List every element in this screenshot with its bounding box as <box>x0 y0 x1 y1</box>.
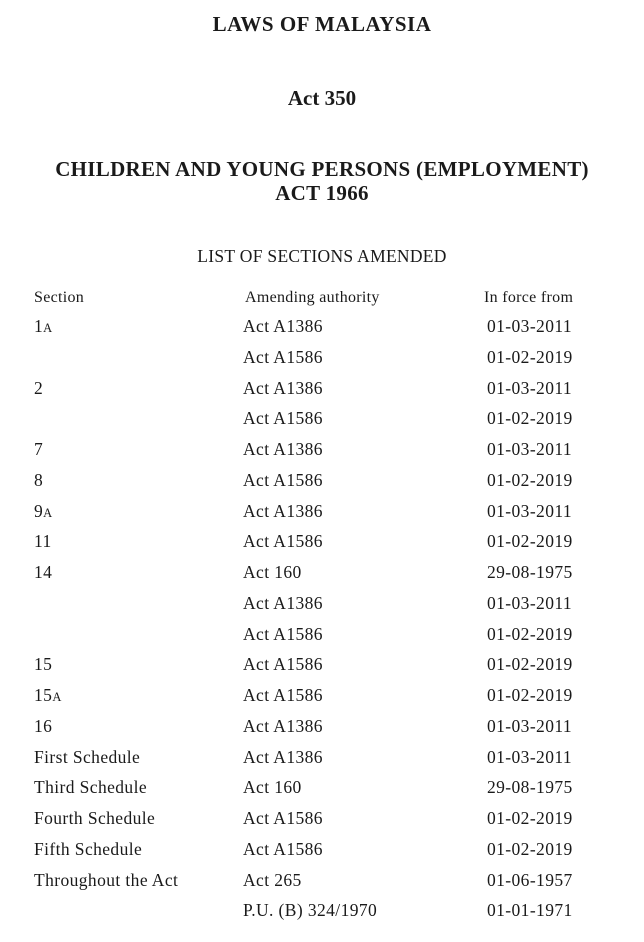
table-row <box>0 344 644 375</box>
section-number: 14 <box>34 562 53 582</box>
amendments-table <box>0 313 644 928</box>
authority-cell: Act 160 <box>243 562 302 582</box>
section-suffix: A <box>52 690 62 704</box>
authority-cell: Act A1386 <box>243 439 323 459</box>
section-number: Throughout the Act <box>34 869 179 890</box>
table-row <box>0 405 644 436</box>
date-cell: 01-02-2019 <box>487 685 573 705</box>
date-cell: 01-03-2011 <box>487 715 573 736</box>
authority-cell: Act A1386 <box>243 500 323 521</box>
table-row <box>0 836 644 867</box>
section-cell <box>34 501 53 522</box>
section-cell <box>34 378 43 399</box>
list-title: LIST OF SECTIONS AMENDED <box>197 246 447 266</box>
section-number: Third Schedule <box>34 777 148 798</box>
table-row <box>0 897 644 928</box>
date-cell: 01-02-2019 <box>487 808 573 828</box>
section-number: 8 <box>34 469 44 490</box>
authority-cell: Act A1586 <box>243 808 323 828</box>
authority-cell: Act 265 <box>243 869 302 890</box>
authority-cell: Act A1586 <box>243 838 323 859</box>
section-number: 16 <box>34 715 53 736</box>
section-cell <box>34 870 178 891</box>
date-cell: 01-02-2019 <box>487 654 573 675</box>
table-row <box>0 621 644 652</box>
authority-cell: P.U. (B) 324/1970 <box>243 900 378 921</box>
date-cell: 01-02-2019 <box>487 623 573 644</box>
date-cell: 01-01-1971 <box>487 900 573 921</box>
date-cell: 01-03-2011 <box>487 377 573 398</box>
table-row <box>0 375 644 406</box>
date-cell: 29-08-1975 <box>487 777 573 798</box>
section-number: 7 <box>34 439 44 459</box>
date-cell: 01-03-2011 <box>487 500 573 521</box>
section-cell <box>34 685 62 706</box>
date-cell: 01-02-2019 <box>487 408 573 429</box>
authority-cell: Act A1586 <box>243 685 323 705</box>
table-row <box>0 744 644 775</box>
table-row <box>0 436 644 467</box>
column-header-section: Section <box>34 289 85 306</box>
section-suffix: A <box>43 505 53 520</box>
authority-cell: Act A1586 <box>243 654 323 675</box>
authority-cell: Act A1586 <box>243 346 323 367</box>
section-number: Fourth Schedule <box>34 808 156 828</box>
section-cell <box>34 562 52 583</box>
section-number: 11 <box>34 531 52 552</box>
date-cell: 01-03-2011 <box>487 439 573 459</box>
table-row <box>0 498 644 529</box>
authority-cell: Act A1386 <box>243 377 323 398</box>
authority-cell: Act A1586 <box>243 408 323 429</box>
authority-cell: Act 160 <box>243 777 302 798</box>
section-number: 9 <box>34 500 44 521</box>
section-cell <box>34 439 43 460</box>
act-title <box>0 157 644 205</box>
table-row <box>0 559 644 590</box>
act-title-line-2: ACT 1966 <box>275 181 369 205</box>
authority-cell: Act A1386 <box>243 715 323 736</box>
table-row <box>0 313 644 344</box>
authority-cell: Act A1386 <box>243 316 323 336</box>
section-cell <box>34 716 52 737</box>
section-cell <box>34 808 155 829</box>
section-cell <box>34 777 147 798</box>
section-number: 15 <box>34 685 53 705</box>
table-row <box>0 867 644 898</box>
table-row <box>0 682 644 713</box>
date-cell: 29-08-1975 <box>487 562 573 582</box>
column-header-date: In force from <box>484 289 574 306</box>
act-title-line-1: CHILDREN AND YOUNG PERSONS (EMPLOYMENT) <box>55 157 589 181</box>
section-cell <box>34 654 52 675</box>
section-cell <box>34 316 53 337</box>
column-header-authority: Amending authority <box>245 289 380 306</box>
section-cell <box>34 839 142 860</box>
section-cell <box>34 531 52 552</box>
table-row <box>0 467 644 498</box>
table-row <box>0 713 644 744</box>
date-cell: 01-03-2011 <box>487 746 573 767</box>
table-row <box>0 651 644 682</box>
table-row <box>0 528 644 559</box>
authority-cell: Act A1586 <box>243 469 323 490</box>
section-number: 15 <box>34 654 53 675</box>
table-row <box>0 590 644 621</box>
act-number: Act 350 <box>287 86 357 110</box>
section-cell <box>34 747 140 768</box>
law-title: LAWS OF MALAYSIA <box>212 12 432 36</box>
date-cell: 01-03-2011 <box>487 592 573 613</box>
authority-cell: Act A1586 <box>243 623 323 644</box>
date-cell: 01-02-2019 <box>487 838 573 859</box>
date-cell: 01-02-2019 <box>487 531 573 552</box>
authority-cell: Act A1386 <box>243 592 323 613</box>
section-number: Fifth Schedule <box>34 838 143 859</box>
date-cell: 01-06-1957 <box>487 869 573 890</box>
table-row <box>0 774 644 805</box>
authority-cell: Act A1586 <box>243 531 323 552</box>
section-suffix: A <box>43 321 53 335</box>
date-cell: 01-02-2019 <box>487 469 573 490</box>
authority-cell: Act A1386 <box>243 746 323 767</box>
table-row <box>0 805 644 836</box>
section-number: First Schedule <box>34 746 141 767</box>
section-number: 2 <box>34 377 44 398</box>
section-number: 1 <box>34 316 44 336</box>
section-cell <box>34 470 43 491</box>
date-cell: 01-03-2011 <box>487 316 573 336</box>
date-cell: 01-02-2019 <box>487 346 573 367</box>
